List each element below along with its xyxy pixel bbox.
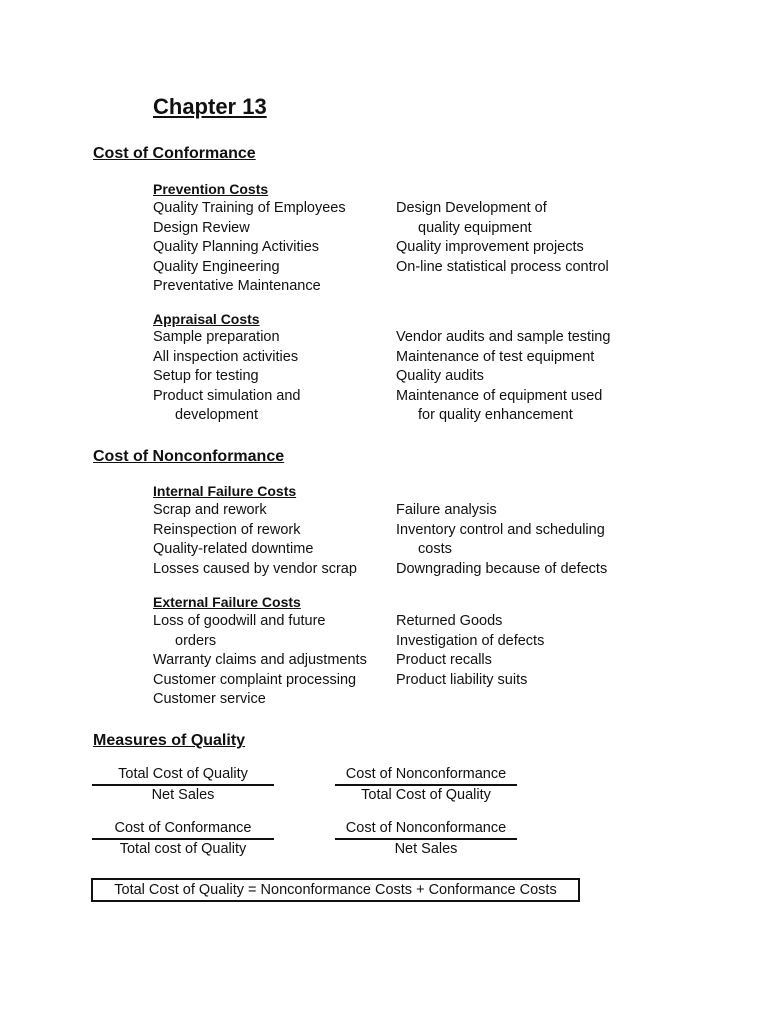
list-item: Quality-related downtime <box>153 541 314 557</box>
measures-heading: Measures of Quality <box>93 732 246 749</box>
appraisal-left-list <box>153 328 301 426</box>
external-failure-heading: External Failure Costs <box>153 594 301 610</box>
list-item: costs <box>418 541 452 557</box>
ratio-numerator: Cost of Nonconformance <box>335 765 517 786</box>
list-item: Quality improvement projects <box>396 239 584 255</box>
ratio-fraction <box>92 819 274 859</box>
ratio-denominator: Total cost of Quality <box>119 841 247 857</box>
list-item: Vendor audits and sample testing <box>396 329 611 345</box>
ratio-fraction <box>335 819 517 859</box>
prevention-heading: Prevention Costs <box>153 181 269 197</box>
list-item: Quality Training of Employees <box>153 200 346 216</box>
chapter-title: Chapter 13 <box>153 94 267 119</box>
prevention-right-list <box>396 199 609 277</box>
internal-right-list <box>396 501 607 579</box>
list-item: Product simulation and <box>153 387 301 404</box>
ratio-denominator: Net Sales <box>394 841 458 857</box>
nonconformance-heading: Cost of Nonconformance <box>93 448 285 465</box>
equation-box: Total Cost of Quality = Nonconformance Costs + Conformance Costs <box>91 878 580 902</box>
list-item: quality equipment <box>418 219 532 236</box>
list-item: orders <box>175 632 217 649</box>
ratio-denominator: Total Cost of Quality <box>361 787 491 803</box>
list-item: Reinspection of rework <box>153 521 301 538</box>
list-item: Design Review <box>153 219 250 236</box>
list-item: Product liability suits <box>396 671 528 688</box>
ratio-numerator: Cost of Nonconformance <box>335 819 517 840</box>
list-item: Quality Engineering <box>153 258 280 275</box>
ratio-fraction <box>92 765 274 805</box>
list-item: Warranty claims and adjustments <box>153 652 367 668</box>
ratio-numerator: Total Cost of Quality <box>92 765 274 786</box>
list-item: Downgrading because of defects <box>396 560 608 577</box>
list-item: Quality audits <box>396 368 484 384</box>
appraisal-right-list <box>396 328 610 426</box>
list-item: All inspection activities <box>153 348 299 365</box>
list-item: Product recalls <box>396 652 492 668</box>
list-item: Scrap and rework <box>153 502 267 518</box>
list-item: for quality enhancement <box>418 407 573 423</box>
internal-failure-heading: Internal Failure Costs <box>153 483 297 499</box>
list-item: Setup for testing <box>153 368 259 384</box>
list-item: On-line statistical process control <box>396 258 609 275</box>
ratio-numerator: Cost of Conformance <box>92 819 274 840</box>
list-item: Loss of goodwill and future <box>153 613 326 629</box>
list-item: Losses caused by vendor scrap <box>153 560 357 577</box>
prevention-left-list <box>153 199 346 297</box>
appraisal-heading: Appraisal Costs <box>153 311 260 327</box>
list-item: Quality Planning Activities <box>153 239 320 255</box>
list-item: development <box>175 407 259 423</box>
list-item: Customer service <box>153 691 266 707</box>
list-item: Sample preparation <box>153 329 280 345</box>
list-item: Investigation of defects <box>396 632 545 649</box>
list-item: Design Development of <box>396 200 547 216</box>
list-item: Returned Goods <box>396 613 503 629</box>
internal-left-list <box>153 501 357 579</box>
external-right-list <box>396 612 544 690</box>
list-item: Inventory control and scheduling <box>396 521 605 538</box>
list-item: Preventative Maintenance <box>153 278 321 294</box>
ratio-denominator: Net Sales <box>151 787 215 803</box>
list-item: Maintenance of equipment used <box>396 387 603 404</box>
external-left-list <box>153 612 367 710</box>
conformance-heading: Cost of Conformance <box>93 145 256 162</box>
ratio-fraction <box>335 765 517 805</box>
list-item: Failure analysis <box>396 502 497 518</box>
list-item: Customer complaint processing <box>153 671 357 688</box>
list-item: Maintenance of test equipment <box>396 348 595 365</box>
